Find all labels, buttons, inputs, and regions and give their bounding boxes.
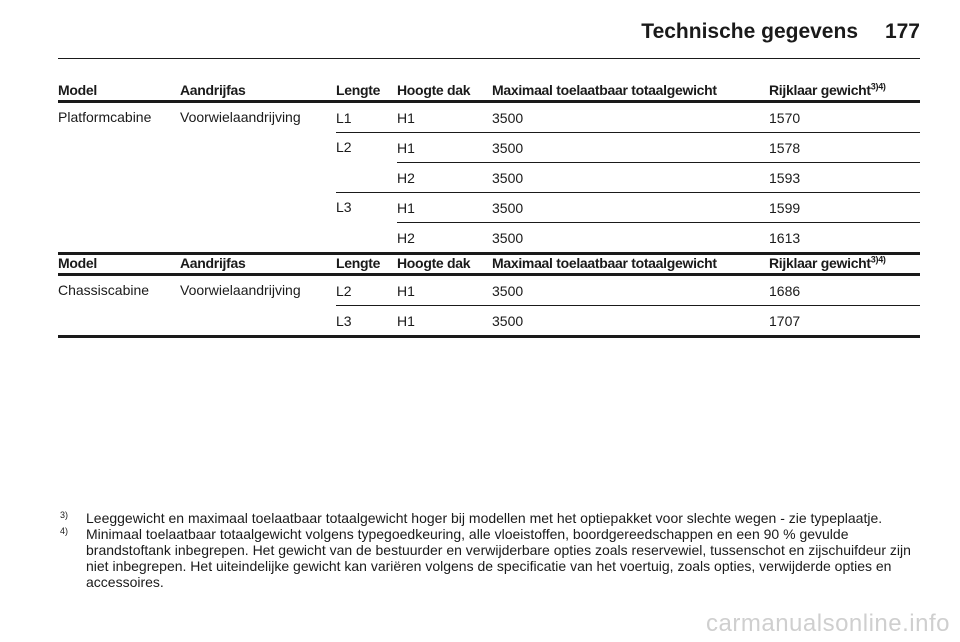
curb-weight-cell: 1570 bbox=[769, 102, 920, 133]
column-header-drive: Aandrijfas bbox=[180, 74, 336, 102]
weights-table-platformcabine bbox=[58, 74, 920, 255]
column-header-roof: Hoogte dak bbox=[397, 247, 492, 275]
weights-table-chassiscabine bbox=[58, 247, 920, 338]
page-title: Technische gegevens bbox=[641, 20, 858, 43]
column-header-model: Model bbox=[58, 74, 180, 102]
max-weight-cell: 3500 bbox=[492, 133, 769, 163]
column-header-model: Model bbox=[58, 247, 180, 275]
roof-cell: H2 bbox=[397, 223, 492, 254]
column-header-length: Lengte bbox=[336, 247, 397, 275]
max-weight-cell: 3500 bbox=[492, 193, 769, 223]
curb-weight-cell: 1593 bbox=[769, 163, 920, 193]
curb-weight-cell: 1578 bbox=[769, 133, 920, 163]
model-cell: Platformcabine bbox=[58, 102, 180, 254]
page-number: 177 bbox=[884, 20, 920, 43]
curb-weight-cell: 1707 bbox=[769, 306, 920, 337]
column-header-curb-weight: Rijklaar gewicht$^{3)4)}$ bbox=[769, 247, 920, 275]
footnote-ref: 3)4) bbox=[870, 81, 886, 92]
table-row bbox=[58, 275, 920, 306]
max-weight-cell: 3500 bbox=[492, 306, 769, 337]
max-weight-cell: 3500 bbox=[492, 102, 769, 133]
footnotes bbox=[58, 510, 924, 590]
table-row bbox=[58, 102, 920, 133]
footnote-ref: 3)4) bbox=[870, 254, 886, 265]
length-cell: L2 bbox=[336, 133, 397, 193]
model-cell: Chassiscabine bbox=[58, 275, 180, 337]
column-header-max-weight: Maximaal toelaatbaar totaalgewicht bbox=[492, 247, 769, 275]
column-header-roof: Hoogte dak bbox=[397, 74, 492, 102]
footnote-mark: 4) bbox=[60, 526, 69, 536]
footnote-4 bbox=[58, 526, 924, 590]
footnote-mark: 3) bbox=[60, 510, 69, 520]
column-header-length: Lengte bbox=[336, 74, 397, 102]
roof-cell: H1 bbox=[397, 102, 492, 133]
roof-cell: H1 bbox=[397, 193, 492, 223]
footnote-text: Leeggewicht en maximaal toelaatbaar totaalgewicht hoger bij modellen met het optiepakket voor slechte wegen - zie typeplaatje. bbox=[86, 510, 883, 526]
table-header-row bbox=[58, 74, 920, 102]
max-weight-cell: 3500 bbox=[492, 223, 769, 254]
roof-cell: H1 bbox=[397, 306, 492, 337]
drive-cell: Voorwielaandrijving bbox=[180, 275, 336, 337]
curb-weight-cell: 1613 bbox=[769, 223, 920, 254]
column-header-max-weight: Maximaal toelaatbaar totaalgewicht bbox=[492, 74, 769, 102]
page-header bbox=[58, 14, 920, 59]
footnote-3 bbox=[58, 510, 924, 526]
watermark: carmanualsonline.info bbox=[706, 610, 950, 637]
roof-cell: H2 bbox=[397, 163, 492, 193]
roof-cell: H1 bbox=[397, 133, 492, 163]
column-header-curb-weight: Rijklaar gewicht$^{3)4)}$ bbox=[769, 74, 920, 102]
max-weight-cell: 3500 bbox=[492, 163, 769, 193]
column-header-drive: Aandrijfas bbox=[180, 247, 336, 275]
curb-weight-cell: 1686 bbox=[769, 275, 920, 306]
drive-cell: Voorwielaandrijving bbox=[180, 102, 336, 254]
length-cell: L1 bbox=[336, 102, 397, 133]
footnote-text: Minimaal toelaatbaar totaalgewicht volgens typegoedkeuring, alle vloeistoffen, boordgereedschappen en een 90 % gevulde brandstoftank inbegrepen. Het gewicht van de bestuurder en verwijderbare opties zoals reservewiel, tussenschot en zijschuifdeur zijn niet inbegrepen. Het uiteindelijke gewicht kan variëren volgens de specificatie van het voertuig, zoals opties, verwijderde opties en accessoires. bbox=[86, 526, 911, 590]
table-header-row bbox=[58, 247, 920, 275]
length-cell: L2 bbox=[336, 275, 397, 306]
length-cell: L3 bbox=[336, 306, 397, 337]
max-weight-cell: 3500 bbox=[492, 275, 769, 306]
curb-weight-cell: 1599 bbox=[769, 193, 920, 223]
roof-cell: H1 bbox=[397, 275, 492, 306]
length-cell: L3 bbox=[336, 193, 397, 254]
